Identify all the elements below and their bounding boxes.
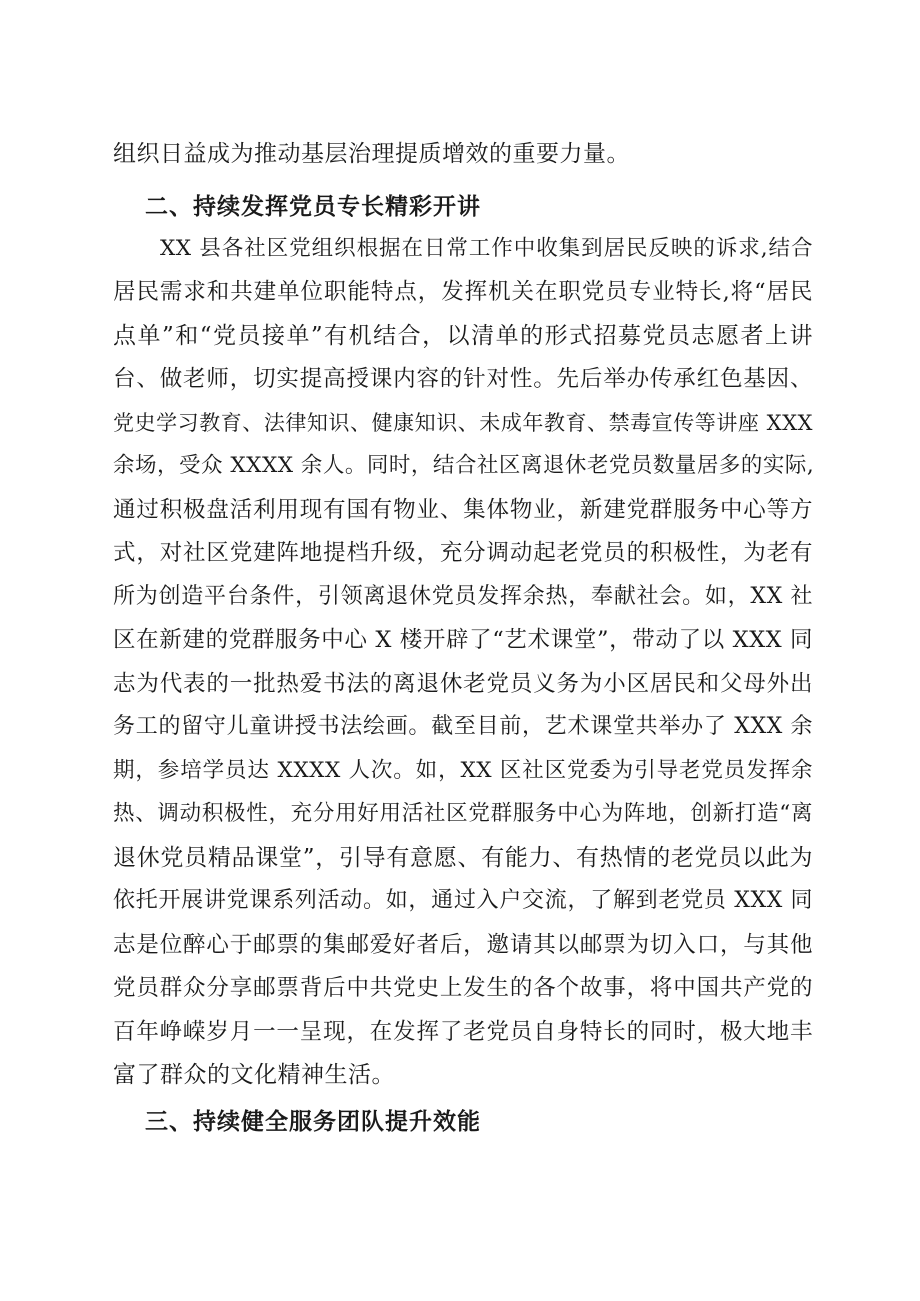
paragraph-line: 退休党员精品课堂”，引导有意愿、有能力、有热情的老党员以此为 <box>113 845 813 871</box>
paragraph-line: 热、调动积极性，充分用好用活社区党群服务中心为阵地，创新打造“离 <box>113 801 813 826</box>
paragraph-line: 期，参培学员达 XXXX 人次。如，XX 区社区党委为引导老党员发挥余 <box>113 758 813 783</box>
paragraph-line: 余场，受众 XXXX 余人。同时，结合社区离退休老党员数量居多的实际, <box>113 453 815 478</box>
paragraph-line: 依托开展讲党课系列活动。如，通过入户交流，了解到老党员 XXX 同 <box>113 888 813 913</box>
paragraph-line: 台、做老师，切实提高授课内容的针对性。先后举办传承红色基因、 <box>113 366 813 392</box>
paragraph-line: 志是位醉心于邮票的集邮爱好者后，邀请其以邮票为切入口，与其他 <box>113 932 813 958</box>
section-heading-2: 二、持续发挥党员专长精彩开讲 <box>145 194 481 220</box>
text-line: 组织日益成为推动基层治理提质增效的重要力量。 <box>113 141 630 167</box>
paragraph-line: 居民需求和共建单位职能特点，发挥机关在职党员专业特长,将“居民 <box>113 279 813 305</box>
paragraph-line: 所为创造平台条件，引领离退休党员发挥余热，奉献社会。如，XX 社 <box>113 584 813 609</box>
paragraph-line: 富了群众的文化精神生活。 <box>113 1062 395 1088</box>
paragraph-line: 志为代表的一批热爱书法的离退休老党员义务为小区居民和父母外出 <box>113 671 813 697</box>
paragraph-line: 务工的留守儿童讲授书法绘画。截至目前，艺术课堂共举办了 XXX 余 <box>113 714 813 739</box>
paragraph-line: 式，对社区党建阵地提档升级，充分调动起老党员的积极性，为老有 <box>113 540 813 566</box>
paragraph-line: 百年峥嵘岁月一一呈现，在发挥了老党员自身特长的同时，极大地丰 <box>113 1019 813 1045</box>
paragraph-line: 党员群众分享邮票背后中共党史上发生的各个故事，将中国共产党的 <box>113 975 813 1001</box>
paragraph-line: 区在新建的党群服务中心 X 楼开辟了“艺术课堂”，带动了以 XXX 同 <box>113 627 813 653</box>
paragraph-line: 点单”和“党员接单”有机结合，以清单的形式招募党员志愿者上讲 <box>113 323 813 349</box>
section-heading-3: 三、持续健全服务团队提升效能 <box>145 1109 481 1135</box>
paragraph-line: XX 县各社区党组织根据在日常工作中收集到居民反映的诉求,结合 <box>160 236 813 261</box>
paragraph-line: 通过积极盘活利用现有国有物业、集体物业，新建党群服务中心等方 <box>113 497 813 523</box>
paragraph-line: 党史学习教育、法律知识、健康知识、未成年教育、禁毒宣传等讲座 XXX <box>113 411 813 435</box>
